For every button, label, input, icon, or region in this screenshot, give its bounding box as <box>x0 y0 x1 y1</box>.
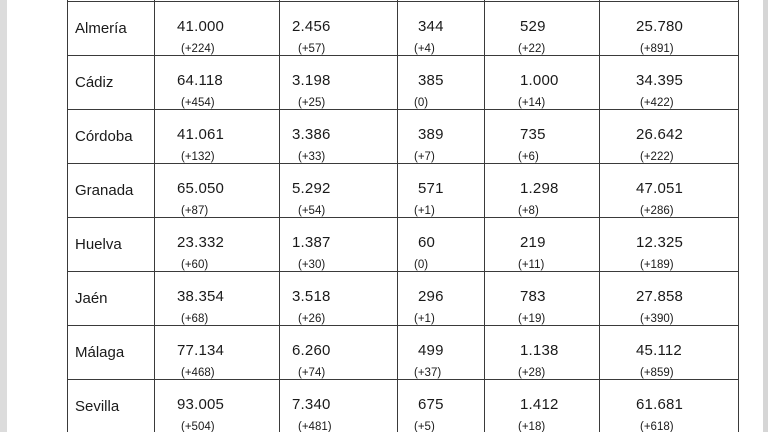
cell-value: 41.061 <box>177 126 225 143</box>
cell-value: 12.325 <box>636 234 684 251</box>
cell-content <box>280 272 397 325</box>
cell-delta: (+68) <box>181 313 209 325</box>
cell-delta: (+25) <box>298 97 326 109</box>
table-row <box>68 380 739 432</box>
cell-value: 571 <box>418 180 444 197</box>
table-cell <box>485 164 600 218</box>
cell-delta: (+222) <box>640 151 674 163</box>
cell-delta: (+8) <box>518 205 539 217</box>
cell-delta: (+468) <box>181 367 215 379</box>
cell-content <box>485 326 599 379</box>
table-row <box>68 110 739 164</box>
cell-value: 27.858 <box>636 288 684 305</box>
cell-value: 41.000 <box>177 18 225 35</box>
cell-delta: (+5) <box>414 421 435 432</box>
cell-value: 3.386 <box>292 126 331 143</box>
cell-delta: (+22) <box>518 43 546 55</box>
table-cell <box>398 110 485 164</box>
cell-delta: (+504) <box>181 421 215 432</box>
cell-delta: (+891) <box>640 43 674 55</box>
cell-delta: (+224) <box>181 43 215 55</box>
cell-content <box>485 218 599 271</box>
cell-content <box>600 272 738 325</box>
cell-value: 735 <box>520 126 546 143</box>
cell-value: 344 <box>418 18 444 35</box>
table-cell <box>485 272 600 326</box>
table-cell <box>485 380 600 432</box>
cell-delta: (+4) <box>414 43 435 55</box>
table-cell <box>155 164 280 218</box>
cell-content <box>600 56 738 109</box>
cell-delta: (+54) <box>298 205 326 217</box>
table-cell <box>280 110 398 164</box>
cell-content <box>280 218 397 271</box>
cell-value: 389 <box>418 126 444 143</box>
table-cell <box>280 164 398 218</box>
province-name: Almería <box>68 2 155 56</box>
table-cell <box>600 326 739 380</box>
province-name: Cádiz <box>68 56 155 110</box>
cell-content <box>485 380 599 432</box>
table-cell <box>398 164 485 218</box>
cell-value: 1.412 <box>520 396 559 413</box>
cell-value: 296 <box>418 288 444 305</box>
cell-content <box>155 110 279 163</box>
table-cell <box>280 380 398 432</box>
cell-content <box>398 110 484 163</box>
cell-value: 675 <box>418 396 444 413</box>
cell-content <box>398 380 484 432</box>
cell-value: 26.642 <box>636 126 684 143</box>
cell-value: 23.332 <box>177 234 225 251</box>
cell-delta: (+74) <box>298 367 326 379</box>
cell-value: 64.118 <box>177 72 223 89</box>
cell-content <box>398 56 484 109</box>
province-name: Huelva <box>68 218 155 272</box>
cell-content <box>600 380 738 432</box>
cell-delta: (+7) <box>414 151 435 163</box>
cell-value: 385 <box>418 72 444 89</box>
table-row <box>68 326 739 380</box>
province-name: Málaga <box>68 326 155 380</box>
cell-value: 77.134 <box>177 342 225 359</box>
table-row <box>68 164 739 218</box>
cell-value: 45.112 <box>636 342 682 359</box>
table-row <box>68 272 739 326</box>
table-cell <box>280 218 398 272</box>
table-row <box>68 218 739 272</box>
table-cell <box>398 326 485 380</box>
cell-delta: (+18) <box>518 421 546 432</box>
table-cell <box>280 272 398 326</box>
cell-content <box>280 326 397 379</box>
cell-delta: (+26) <box>298 313 326 325</box>
cell-value: 60 <box>418 234 436 251</box>
cell-value: 1.387 <box>292 234 331 251</box>
cell-value: 47.051 <box>636 180 684 197</box>
cell-content <box>155 272 279 325</box>
table-cell <box>280 56 398 110</box>
table-cell <box>600 56 739 110</box>
table-cell <box>155 218 280 272</box>
table-cell <box>155 56 280 110</box>
cell-content <box>398 164 484 217</box>
table-cell <box>398 272 485 326</box>
cell-delta: (+37) <box>414 367 442 379</box>
cell-content <box>280 380 397 432</box>
table-cell <box>485 110 600 164</box>
cell-delta: (+19) <box>518 313 546 325</box>
cell-content <box>600 2 738 55</box>
cell-delta: (+28) <box>518 367 546 379</box>
table-cell <box>485 56 600 110</box>
cell-value: 499 <box>418 342 444 359</box>
cell-value: 1.138 <box>520 342 559 359</box>
cell-delta: (+454) <box>181 97 215 109</box>
cell-content <box>280 56 397 109</box>
table-cell <box>600 110 739 164</box>
table-cell <box>155 110 280 164</box>
table-cell <box>280 2 398 56</box>
cell-value: 529 <box>520 18 546 35</box>
cell-content <box>398 2 484 55</box>
cell-value: 3.198 <box>292 72 331 89</box>
table-cell <box>155 380 280 432</box>
cell-delta: (+87) <box>181 205 209 217</box>
cell-value: 6.260 <box>292 342 331 359</box>
province-name: Córdoba <box>68 110 155 164</box>
cell-value: 2.456 <box>292 18 331 35</box>
cell-content <box>155 164 279 217</box>
table-cell <box>600 164 739 218</box>
table-cell <box>280 326 398 380</box>
cell-content <box>280 110 397 163</box>
cell-value: 3.518 <box>292 288 331 305</box>
cell-delta: (+1) <box>414 313 435 325</box>
cell-content <box>600 110 738 163</box>
cell-value: 38.354 <box>177 288 225 305</box>
cell-content <box>485 272 599 325</box>
table-cell <box>155 272 280 326</box>
cell-delta: (+286) <box>640 205 674 217</box>
cell-delta: (+1) <box>414 205 435 217</box>
cell-delta: (+60) <box>181 259 209 271</box>
cell-delta: (+481) <box>298 421 332 432</box>
cell-content <box>600 326 738 379</box>
cell-delta: (0) <box>414 97 429 109</box>
cell-content <box>398 272 484 325</box>
cell-value: 5.292 <box>292 180 331 197</box>
cell-content <box>155 2 279 55</box>
province-name: Granada <box>68 164 155 218</box>
cell-content <box>280 164 397 217</box>
cell-content <box>485 164 599 217</box>
table-cell <box>485 2 600 56</box>
cell-value: 219 <box>520 234 546 251</box>
photo-edge-right <box>763 0 768 432</box>
table-cell <box>600 272 739 326</box>
cell-value: 34.395 <box>636 72 684 89</box>
cell-value: 93.005 <box>177 396 225 413</box>
table-cell <box>155 2 280 56</box>
cell-value: 7.340 <box>292 396 331 413</box>
cell-content <box>280 2 397 55</box>
cell-content <box>155 56 279 109</box>
cell-delta: (+859) <box>640 367 674 379</box>
cell-content <box>600 218 738 271</box>
cell-value: 61.681 <box>636 396 684 413</box>
table-cell <box>485 218 600 272</box>
cell-delta: (+14) <box>518 97 546 109</box>
table-row <box>68 2 739 56</box>
cell-value: 25.780 <box>636 18 684 35</box>
cell-delta: (+33) <box>298 151 326 163</box>
cell-value: 1.298 <box>520 180 559 197</box>
cell-content <box>398 326 484 379</box>
photo-edge-left <box>0 0 7 432</box>
cell-content <box>485 2 599 55</box>
table-cell <box>485 326 600 380</box>
province-name: Jaén <box>68 272 155 326</box>
table-cell <box>398 380 485 432</box>
cell-value: 1.000 <box>520 72 559 89</box>
table-cell <box>398 218 485 272</box>
cell-value: 65.050 <box>177 180 225 197</box>
table-cell <box>155 326 280 380</box>
cell-delta: (0) <box>414 259 429 271</box>
cell-content <box>485 110 599 163</box>
cell-delta: (+11) <box>518 259 545 271</box>
cell-delta: (+390) <box>640 313 674 325</box>
cell-content <box>155 326 279 379</box>
cell-content <box>155 218 279 271</box>
table-cell <box>398 2 485 56</box>
cell-content <box>398 218 484 271</box>
table-cell <box>600 218 739 272</box>
cell-delta: (+422) <box>640 97 674 109</box>
cell-content <box>485 56 599 109</box>
cell-delta: (+189) <box>640 259 674 271</box>
cell-content <box>600 164 738 217</box>
cell-delta: (+132) <box>181 151 215 163</box>
cell-delta: (+57) <box>298 43 326 55</box>
cell-delta: (+30) <box>298 259 326 271</box>
cell-content <box>155 380 279 432</box>
table-cell <box>398 56 485 110</box>
table-body <box>68 0 739 432</box>
table-cell <box>600 380 739 432</box>
cell-delta: (+6) <box>518 151 539 163</box>
table-cell <box>600 2 739 56</box>
province-data-table <box>67 0 739 432</box>
table-row <box>68 56 739 110</box>
cell-value: 783 <box>520 288 546 305</box>
province-name: Sevilla <box>68 380 155 432</box>
cell-delta: (+618) <box>640 421 674 432</box>
